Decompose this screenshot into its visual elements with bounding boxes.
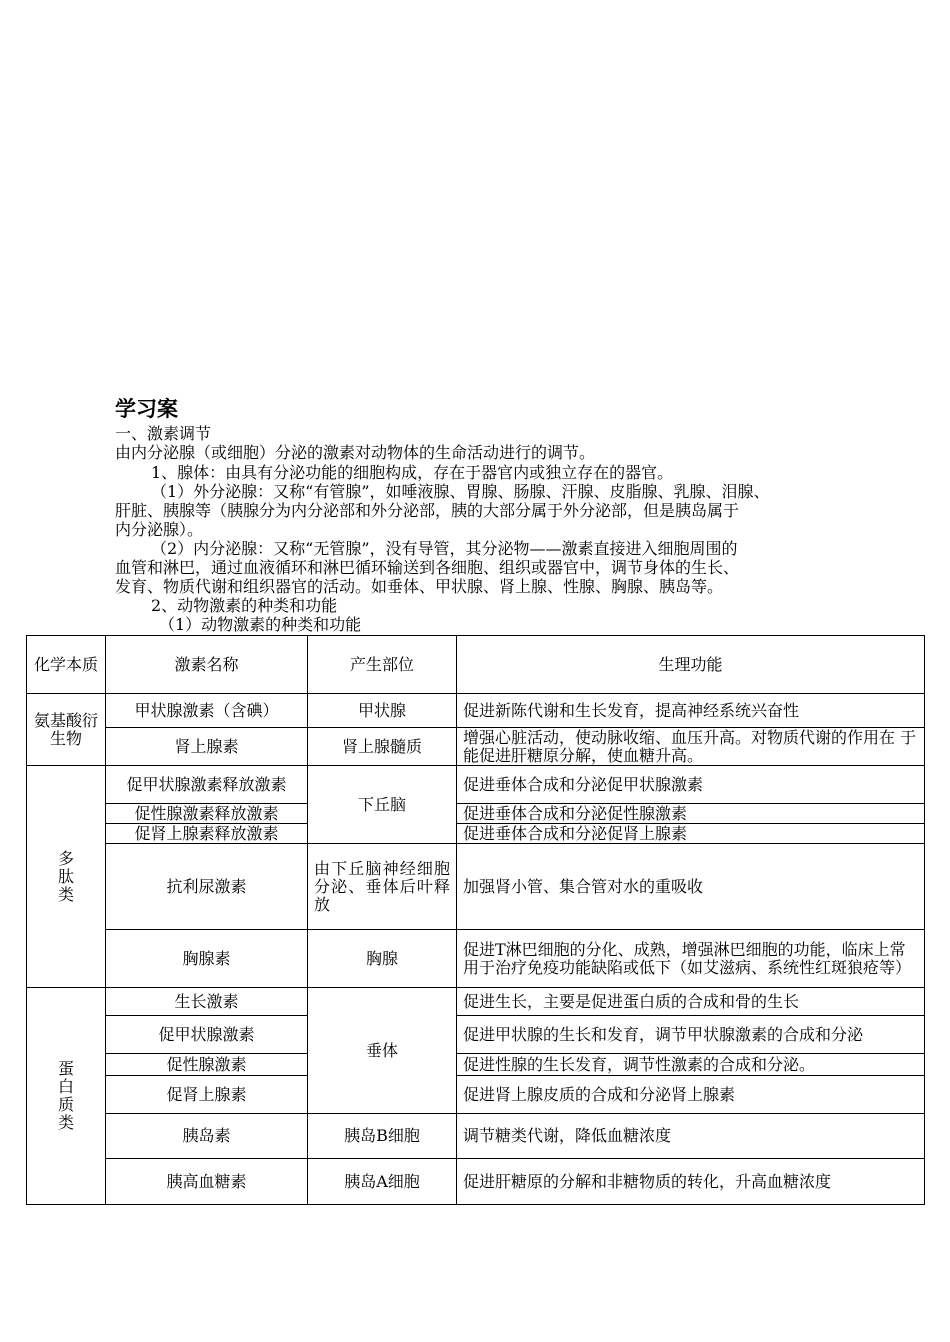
- group-cell-amino: 氨基酸衍生物: [27, 694, 106, 766]
- table-row: [27, 1114, 925, 1159]
- hormone-function: 加强肾小管、集合管对水的重吸收: [457, 844, 925, 930]
- table-row: [27, 1076, 925, 1114]
- paragraph-line: 1、腺体：由具有分泌功能的细胞构成，存在于器官内或独立存在的器官。: [151, 463, 674, 482]
- hormone-function: 促进性腺的生长发育，调节性激素的合成和分泌。: [457, 1054, 925, 1076]
- table-row: [27, 804, 925, 824]
- paragraph-line: 内分泌腺）。: [115, 520, 204, 539]
- hormone-name: 促甲状腺激素: [106, 1016, 308, 1054]
- hormone-name: 肾上腺素: [106, 728, 308, 766]
- group-label: 多肽类: [57, 848, 74, 904]
- hormone-function: 促进T淋巴细胞的分化、成熟，增强淋巴细胞的功能，临床上常用于治疗免疫功能缺陷或低下（如艾滋病、系统性红斑狼疮等）: [457, 930, 925, 988]
- paragraph-line: 发育、物质代谢和组织器官的活动。如垂体、甲状腺、肾上腺、性腺、胸腺、胰岛等。: [115, 577, 724, 596]
- table-row: [27, 824, 925, 844]
- table-row: [27, 1159, 925, 1205]
- hormone-function: 促进垂体合成和分泌促甲状腺激素: [457, 766, 925, 804]
- hormone-function: 促进生长，主要是促进蛋白质的合成和骨的生长: [457, 988, 925, 1016]
- hormone-site: 垂体: [308, 988, 457, 1114]
- table-row: [27, 930, 925, 988]
- paragraph-line: 肝脏、胰腺等（胰腺分为内分泌部和外分泌部，胰的大部分属于外分泌部，但是胰岛属于: [115, 501, 740, 520]
- paragraph-line: 2、动物激素的种类和功能: [151, 596, 338, 615]
- hormone-site: 胸腺: [308, 930, 457, 988]
- hormone-function: 促进垂体合成和分泌促性腺激素: [457, 804, 925, 824]
- paragraph-line: （2）内分泌腺：又称“无管腺”，没有导管，其分泌物——激素直接进入细胞周围的: [151, 539, 738, 558]
- hormone-name: 促肾上腺素: [106, 1076, 308, 1114]
- hormone-name: 生长激素: [106, 988, 308, 1016]
- hormone-site: 胰岛A细胞: [308, 1159, 457, 1205]
- hormone-site: 甲状腺: [308, 694, 457, 728]
- hormone-name: 促性腺激素: [106, 1054, 308, 1076]
- hormone-site: 肾上腺髓质: [308, 728, 457, 766]
- hormone-function: 促进垂体合成和分泌促肾上腺素: [457, 824, 925, 844]
- paragraph-line: 由内分泌腺（或细胞）分泌的激素对动物体的生命活动进行的调节。: [115, 443, 596, 462]
- hormone-function: 调节糖类代谢，降低血糖浓度: [457, 1114, 925, 1159]
- hormone-name: 抗利尿激素: [106, 844, 308, 930]
- hormone-function: 促进甲状腺的生长和发育，调节甲状腺激素的合成和分泌: [457, 1016, 925, 1054]
- group-cell-protein: [27, 988, 106, 1205]
- hormone-function: 促进肾上腺皮质的合成和分泌肾上腺素: [457, 1076, 925, 1114]
- table-row: [27, 694, 925, 728]
- hormone-site: 下丘脑: [308, 766, 457, 844]
- table-row: [27, 988, 925, 1016]
- group-label: 蛋白质类: [57, 1059, 74, 1132]
- hormone-site: 胰岛B细胞: [308, 1114, 457, 1159]
- hormone-function: 促进新陈代谢和生长发育，提高神经系统兴奋性: [457, 694, 925, 728]
- table-row: [27, 766, 925, 804]
- hormone-name: 胰高血糖素: [106, 1159, 308, 1205]
- hormone-name: 促肾上腺素释放激素: [106, 824, 308, 844]
- group-cell-peptide: [27, 766, 106, 988]
- hormone-name: 促性腺激素释放激素: [106, 804, 308, 824]
- header-cell: 生理功能: [457, 636, 925, 694]
- header-cell: 产生部位: [308, 636, 457, 694]
- doc-title: 学习案: [115, 397, 178, 421]
- paragraph-line: （1）外分泌腺：又称“有管腺”，如唾液腺、胃腺、肠腺、汗腺、皮脂腺、乳腺、泪腺、: [151, 482, 770, 501]
- hormone-name: 促甲状腺激素释放激素: [106, 766, 308, 804]
- table-header-row: [27, 636, 925, 694]
- header-cell: 化学本质: [27, 636, 106, 694]
- header-cell: 激素名称: [106, 636, 308, 694]
- table-row: [27, 844, 925, 930]
- hormone-table: [26, 635, 925, 1205]
- paragraph-line: （1）动物激素的种类和功能: [159, 615, 362, 634]
- hormone-name: 胸腺素: [106, 930, 308, 988]
- hormone-site: 由下丘脑神经细胞分泌、垂体后叶释放: [308, 844, 457, 930]
- hormone-function: 增强心脏活动，使动脉收缩、血压升高。对物质代谢的作用在 于能促进肝糖原分解，使血糖升高。: [457, 728, 925, 766]
- section-heading: 一、激素调节: [115, 424, 212, 443]
- paragraph-line: 血管和淋巴，通过血液循环和淋巴循环输送到各细胞、组织或器官中，调节身体的生长、: [115, 558, 740, 577]
- hormone-name: 甲状腺激素（含碘）: [106, 694, 308, 728]
- table-row: [27, 1016, 925, 1054]
- hormone-function: 促进肝糖原的分解和非糖物质的转化，升高血糖浓度: [457, 1159, 925, 1205]
- hormone-name: 胰岛素: [106, 1114, 308, 1159]
- table-row: [27, 1054, 925, 1076]
- table-row: [27, 728, 925, 766]
